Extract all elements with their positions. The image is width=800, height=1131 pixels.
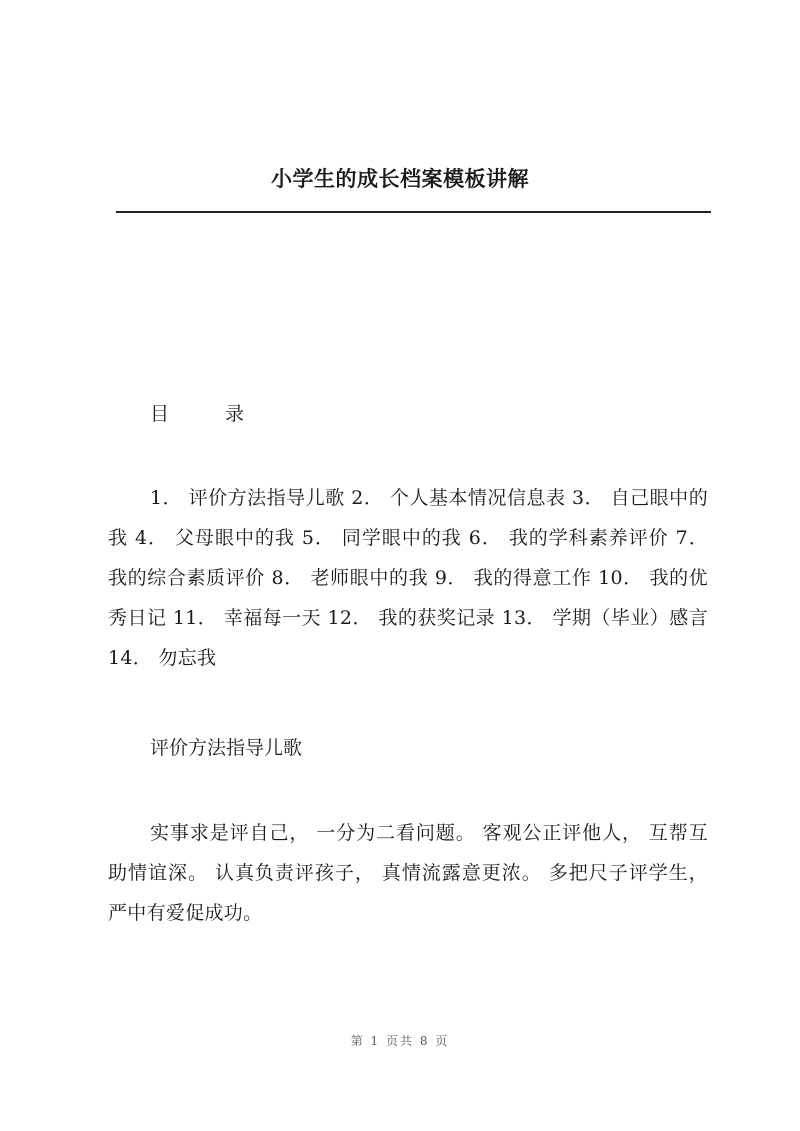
toc-heading <box>150 400 244 428</box>
page-footer: 第 1 页共 8 页 <box>350 1034 450 1048</box>
toc-heading-left: 目 <box>150 403 170 425</box>
poem-paragraph: 实事求是评自己， 一分为二看问题。 客观公正评他人， 互帮互助情谊深。 认真负责评孩子， 真情流露意更浓。 多把尺子评学生， 严中有爱促成功。 <box>108 822 708 924</box>
section-heading: 评价方法指导儿歌 <box>150 737 303 759</box>
toc-list: 1． 评价方法指导儿歌 2． 个人基本情况信息表 3． 自己眼中的我 4． 父母眼中的我 5． 同学眼中的我 6． 我的学科素养评价 7． 我的综合素质评价 8． 老师眼中的我 9． 我的得意工作 10． 我的优秀日记 11． 幸福每一天 12． 我的获奖记录 13． 学期（毕业）感言 14． 勿忘我 <box>108 487 708 669</box>
title-underline <box>116 211 711 213</box>
document-title: 小学生的成长档案模板讲解 <box>271 167 529 191</box>
toc-heading-right: 录 <box>225 403 245 425</box>
